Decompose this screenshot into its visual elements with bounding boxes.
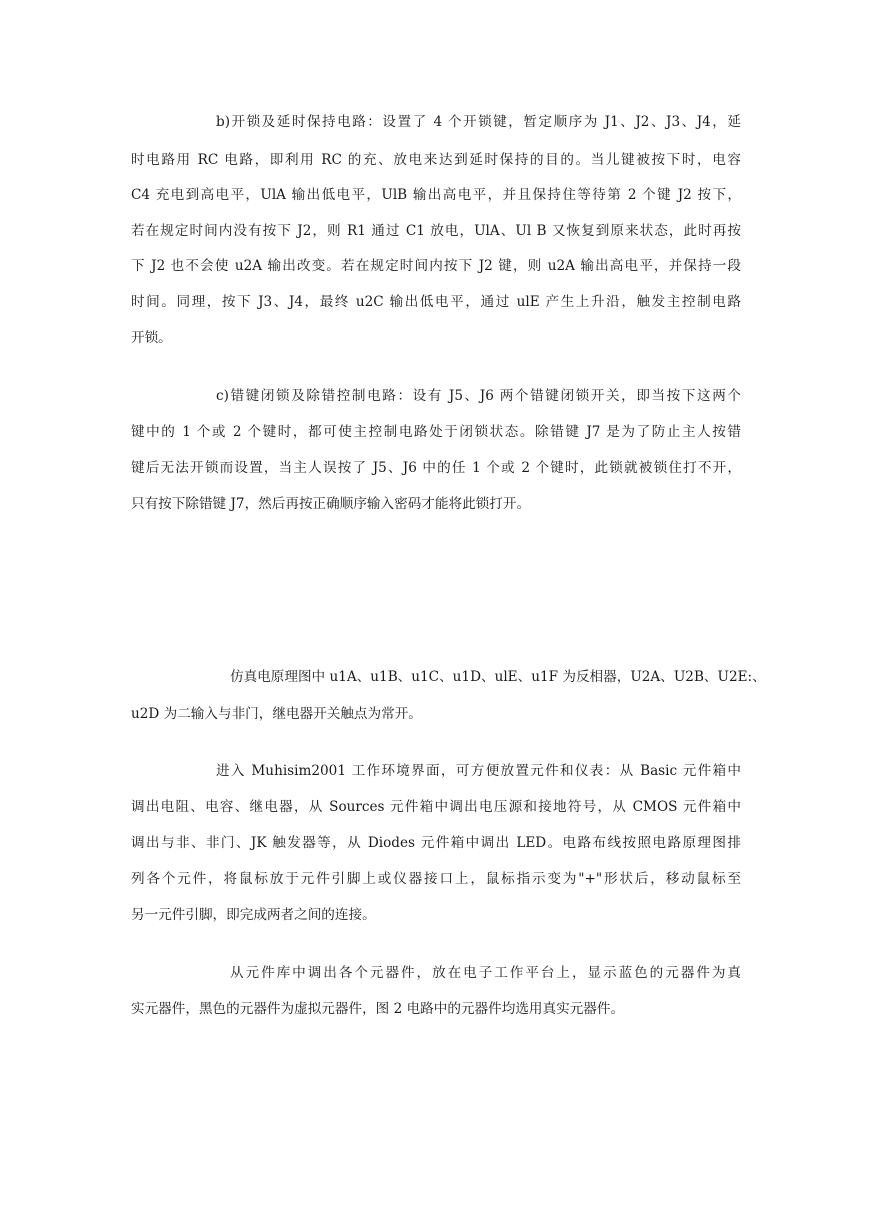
paragraph-b-line-2: 时电路用 RC 电路，即利用 RC 的充、放电来达到延时保持的目的。当儿键被按下时，电容 <box>131 152 741 168</box>
paragraph-3-line-1: 仿真电原理图中 u1A、u1B、u1C、u1D、ulE、u1F 为反相器，U2A、U2B、U2E:、 <box>230 669 766 685</box>
paragraph-4-line-2: 调出电阻、电容、继电器，从 Sources 元件箱中调出电压源和接地符号，从 CMOS 元件箱中 <box>131 799 741 815</box>
paragraph-5-line-2: 实元器件，黑色的元器件为虚拟元器件，图 2 电路中的元器件均选用真实元器件。 <box>131 1001 625 1017</box>
paragraph-c-line-3: 键后无法开锁而设置，当主人误按了 J5、J6 中的任 1 个或 2 个键时，此锁就被锁住打不开， <box>131 460 741 476</box>
paragraph-b-line-1: b)开锁及延时保持电路：设置了 4 个开锁键，暂定顺序为 J1、J2、J3、J4，延 <box>216 114 741 130</box>
paragraph-b-line-6: 时间。同理，按下 J3、J4，最终 u2C 输出低电平，通过 ulE 产生上升沿，触发主控制电路 <box>131 294 741 310</box>
paragraph-b-line-5: 下 J2 也不会使 u2A 输出改变。若在规定时间内按下 J2 键，则 u2A 输出高电平，并保持一段 <box>131 258 741 274</box>
paragraph-b-line-4: 若在规定时间内没有按下 J2，则 R1 通过 C1 放电，UlA、Ul B 又恢复到原来状态，此时再按 <box>131 223 741 239</box>
paragraph-5-line-1: 从元件库中调出各个元器件，放在电子工作平台上，显示蓝色的元器件为真 <box>230 965 741 981</box>
paragraph-3-line-2: u2D 为二输入与非门，继电器开关触点为常开。 <box>131 706 422 722</box>
paragraph-c-line-4: 只有按下除错键 J7，然后再按正确顺序输入密码才能将此锁打开。 <box>131 496 531 512</box>
paragraph-4-line-3: 调出与非、非门、JK 触发器等，从 Diodes 元件箱中调出 LED。电路布线按照电路原理图排 <box>131 835 741 851</box>
paragraph-4-line-5: 另一元件引脚，即完成两者之间的连接。 <box>131 907 376 923</box>
paragraph-4-line-1: 进入 Muhisim2001 工作环境界面，可方便放置元件和仪表：从 Basic 元件箱中 <box>216 763 741 779</box>
paragraph-4-line-4: 列各个元件，将鼠标放于元件引脚上或仪器接口上，鼠标指示变为"+"形状后，移动鼠标至 <box>131 871 741 887</box>
paragraph-b-line-3: C4 充电到高电平，UlA 输出低电平，UlB 输出高电平，并且保持住等待第 2 个键 J2 按下， <box>131 187 741 203</box>
paragraph-c-line-2: 键中的 1 个或 2 个键时，都可使主控制电路处于闭锁状态。除错键 J7 是为了防止主人按错 <box>131 424 741 440</box>
paragraph-b-line-7: 开锁。 <box>131 330 172 346</box>
paragraph-c-line-1: c)错键闭锁及除错控制电路：设有 J5、J6 两个错键闭锁开关，即当按下这两个 <box>216 388 741 404</box>
